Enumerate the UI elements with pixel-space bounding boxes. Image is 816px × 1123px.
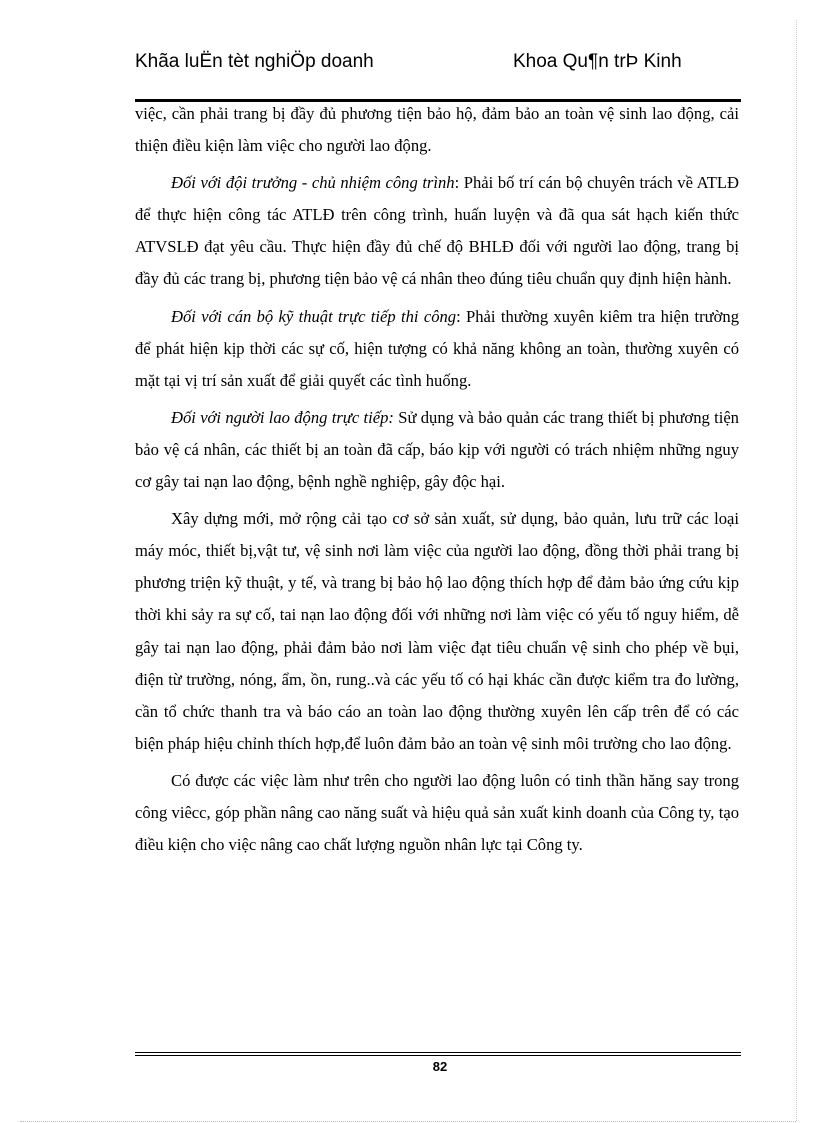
page-edge-dotted-right [796, 20, 797, 1121]
paragraph-2-label: Đối với đội trưởng - chủ nhiệm công trình [171, 173, 455, 193]
header-right-title: Khoa Qu¶n trÞ Kinh [513, 51, 682, 72]
paragraph-3-text: : Phải thường xuyên kiêm tra hiện trường để phát hiện kịp thời các sự cố, hiện tượng có khả năng không an toàn, thường xuyên có mặt tại vị trí sản xuất để giải quyết các tình huống. [135, 306, 739, 390]
paragraph-3-label: Đối với cán bộ kỹ thuật trực tiếp thi công [171, 306, 457, 326]
paragraph-4 [135, 402, 739, 498]
page-edge-dotted-bottom [20, 1121, 796, 1122]
paragraph-6: Có được các việc làm như trên cho người lao động luôn có tinh thần hăng say trong công viêcc, góp phần nâng cao năng suất và hiệu quả sản xuất kinh doanh của Công ty, tạo điều kiện cho việc nâng cao chất lượng nguồn nhân lực tại Công ty. [135, 770, 739, 855]
paragraph-1: việc, cần phải trang bị đầy đủ phương tiện bảo hộ, đảm bảo an toàn vệ sinh lao động, cải thiện điều kiện làm việc cho người lao động. [135, 104, 739, 156]
footer-rule-bottom [135, 1055, 741, 1056]
paragraph-4-text: Sử dụng và bảo quản các trang thiết bị phương tiện bảo vệ cá nhân, các thiết bị an toàn đã cấp, báo kịp với người có trách nhiệm những nguy cơ gây tai nạn lao động, bệnh nghề nghiệp, gây độc hại. [135, 407, 739, 492]
paragraph-2 [135, 167, 739, 295]
header-left-title: Khãa luËn tèt nghiÖp doanh [135, 51, 374, 72]
page-number: 82 [432, 1059, 448, 1074]
paragraph-2-text: : Phải bố trí cán bộ chuyên trách về ATLĐ để thực hiện công tác ATLĐ trên công trình, huấn luyện và đã qua sát hạch kiến thức ATVSLĐ đạt yêu cầu. Thực hiện đầy đủ chế độ BHLĐ đối với người lao động, trang bị đầy đủ các trang bị, phương tiện bảo vệ cá nhân theo đúng tiêu chuẩn quy định hiện hành. [135, 173, 739, 289]
paragraph-3 [135, 301, 739, 397]
footer-rule-top [135, 1052, 741, 1053]
page-header [135, 48, 742, 98]
paragraph-5: Xây dựng mới, mở rộng cải tạo cơ sở sản xuất, sử dụng, bảo quản, lưu trữ các loại máy móc, thiết bị,vật tư, vệ sinh nơi làm việc của người lao động, đồng thời phải trang bị phương triện kỹ thuật, y tế, và trang bị bảo hộ lao động thích hợp để đảm bảo ứng cứu kịp thời khi sảy ra sự cố, tai nạn lao động đối với những nơi làm việc có yếu tố nguy hiểm, dễ gây tai nạn lao động, phải đảm bảo nơi làm việc đạt tiêu chuẩn vệ sinh cho phép về bụi, điện từ trường, nóng, ẩm, ồn, rung..và các yếu tố có hại khác cần được kiểm tra đo lường, cần tổ chức thanh tra và báo cáo an toàn lao động thường xuyên lên cấp trên để có các biện pháp hiệu chỉnh thích hợp,để luôn đảm bảo an toàn vệ sinh môi trường cho lao động. [135, 509, 739, 753]
paragraph-4-label: Đối với người lao động trực tiếp: [171, 407, 394, 427]
body-text [135, 98, 739, 866]
